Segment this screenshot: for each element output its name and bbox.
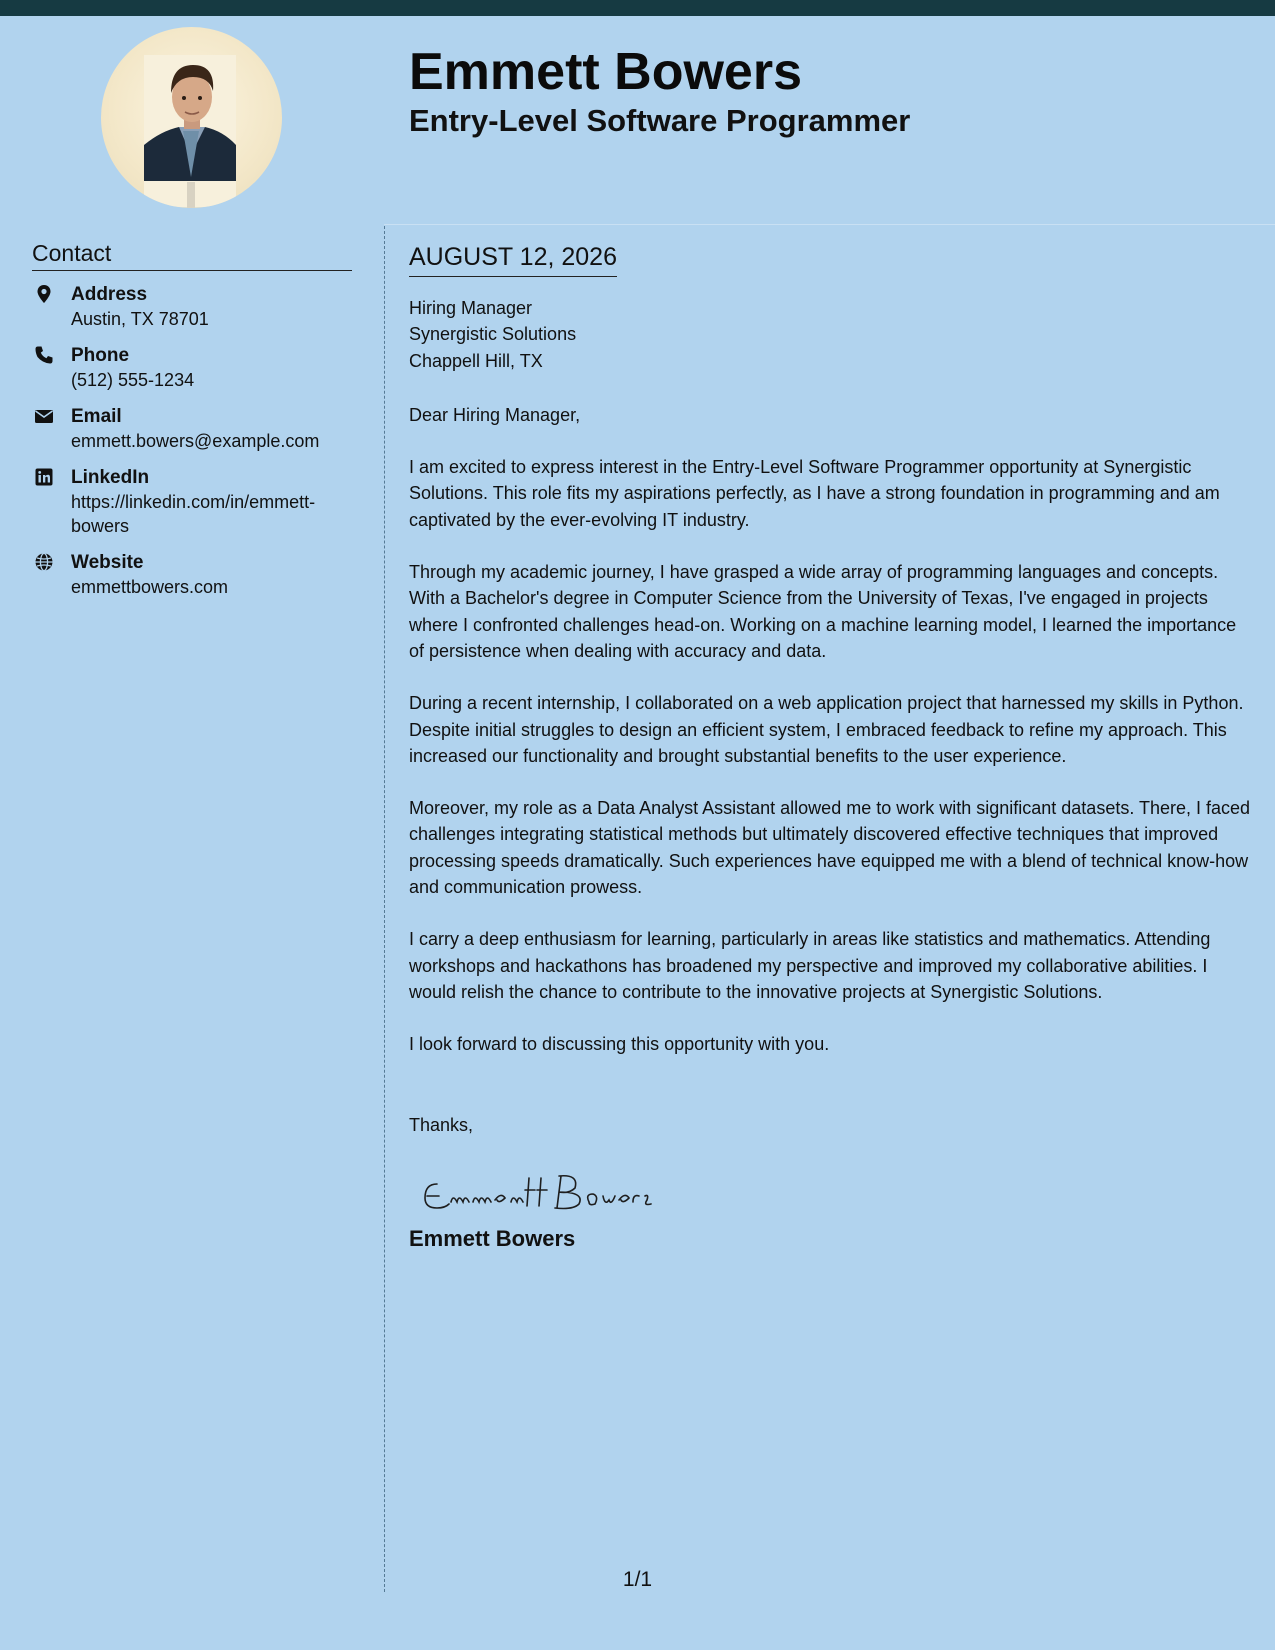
page-number: 1/1 xyxy=(622,1568,653,1591)
contact-value[interactable]: emmett.bowers@example.com xyxy=(71,431,320,451)
contact-value[interactable]: emmettbowers.com xyxy=(71,577,229,597)
column-divider xyxy=(384,226,385,1592)
contact-address xyxy=(32,283,352,331)
handwritten-signature xyxy=(419,1162,1254,1222)
letter-paragraph: Through my academic journey, I have grasped a wide array of programming languages and concepts. With a Bachelor's degree in Computer Science from the University of Texas, I've engaged in projects where I confronted challenges head-on. Working on a machine learning model, I learned the importance of persistence when dealing with accuracy and data. xyxy=(409,562,1237,661)
contact-phone xyxy=(32,344,352,392)
letter-paragraph: I look forward to discussing this opportunity with you. xyxy=(409,1034,830,1055)
map-pin-icon xyxy=(34,284,54,304)
signature-name: Emmett Bowers xyxy=(409,1225,576,1251)
letter-paragraph: I am excited to express interest in the Entry-Level Software Programmer opportunity at Synergistic Solutions. This role fits my aspirations perfectly, as I have a strong foundation in programming and am captivated by the ever-evolving IT industry. xyxy=(409,457,1220,530)
letter-date: AUGUST 12, 2026 xyxy=(409,240,617,277)
recipient-line: Synergistic Solutions xyxy=(409,324,577,345)
contact-value[interactable]: https://linkedin.com/in/emmett-bowers xyxy=(71,492,316,536)
profile-photo xyxy=(101,27,282,208)
contact-label: Phone xyxy=(71,345,130,366)
header-divider xyxy=(384,224,1275,225)
contact-value: Austin, TX 78701 xyxy=(71,309,209,329)
contact-sidebar xyxy=(32,238,352,612)
envelope-icon xyxy=(34,406,54,426)
globe-icon xyxy=(34,552,54,572)
letter-body xyxy=(409,240,1254,1252)
salutation: Dear Hiring Manager, xyxy=(409,404,581,425)
contact-label: Address xyxy=(71,284,148,305)
contact-label: Website xyxy=(71,552,144,573)
letter-paragraph: I carry a deep enthusiasm for learning, particularly in areas like statistics and mathematics. Attending workshops and hackathons has broadened my perspective and improved my collaborative abilities. I would relish the chance to contribute to the innovative projects at Synergistic Solutions. xyxy=(409,929,1211,1002)
letter-paragraph: During a recent internship, I collaborated on a web application project that harnessed my skills in Python. Despite initial struggles to design an efficient system, I embraced feedback to refine my approach. This increased our functionality and brought substantial benefits to the user experience. xyxy=(409,693,1244,766)
linkedin-icon xyxy=(34,467,54,487)
top-bar xyxy=(0,0,1275,16)
contact-heading: Contact xyxy=(32,238,352,271)
contact-label: Email xyxy=(71,406,122,427)
recipient-line: Hiring Manager xyxy=(409,298,533,318)
closing: Thanks, xyxy=(409,1114,474,1135)
contact-website xyxy=(32,551,352,599)
phone-icon xyxy=(34,345,54,365)
recipient-block xyxy=(409,295,1254,374)
letter-paragraph: Moreover, my role as a Data Analyst Assistant allowed me to work with significant datasets. There, I faced challenges integrating statistical methods but ultimately discovered effective techniques that improved processing speeds dramatically. Such experiences have equipped me with a blend of technical know-how and communication prowess. xyxy=(409,798,1251,898)
recipient-line: Chappell Hill, TX xyxy=(409,350,543,371)
candidate-name: Emmett Bowers xyxy=(409,43,802,101)
contact-label: LinkedIn xyxy=(71,467,150,488)
contact-email xyxy=(32,405,352,453)
contact-value: (512) 555-1234 xyxy=(71,370,195,390)
job-title: Entry-Level Software Programmer xyxy=(409,103,911,138)
contact-linkedin xyxy=(32,466,352,538)
